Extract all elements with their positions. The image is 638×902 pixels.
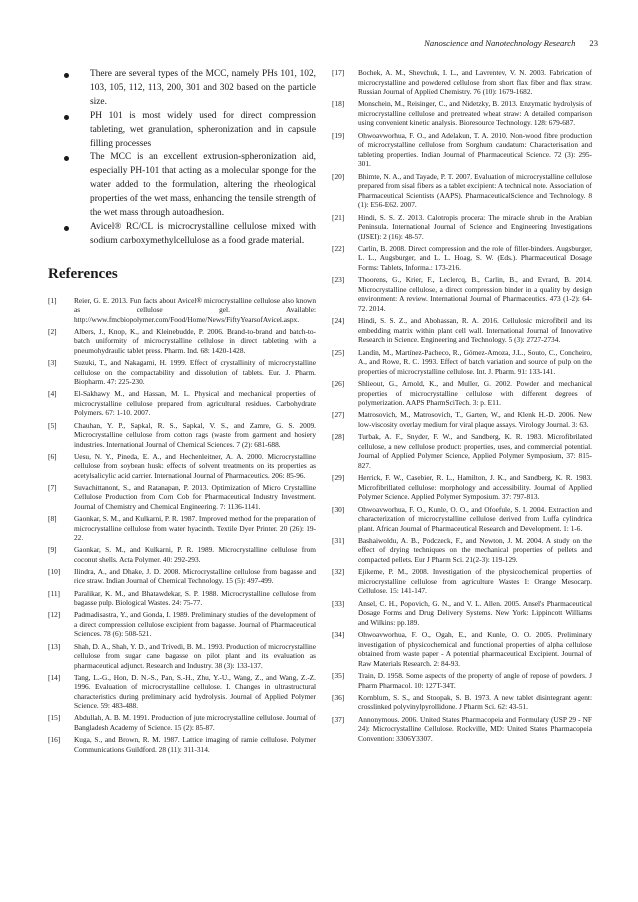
reference-item [332, 275, 592, 313]
reference-number: [6] [48, 451, 57, 461]
reference-item [48, 673, 316, 711]
references-list-left [48, 296, 316, 754]
reference-number: [20] [332, 171, 345, 181]
bullet-item [48, 151, 316, 221]
reference-number: [10] [48, 566, 61, 576]
reference-item [48, 389, 316, 418]
reference-item [332, 410, 592, 429]
reference-number: [26] [332, 379, 345, 389]
reference-text: Shlieout, G., Arnold, K., and Muller, G. 2002. Powder and mechanical properties of microcrystalline cellulose with different degrees of polymerization. AAPS PharmSciTech. 3: p. E11. [358, 379, 592, 408]
reference-number: [36] [332, 692, 345, 702]
reference-text: Landín, M., Martínez-Pacheco, R., Gómez-Amoza, J.L., Souto, C., Concheiro, A., and Rowe, R. C. 1993. Effect of batch variation and source of pulp on the properties of microcrystalline cellulose. Int. J. Pharm. 91: 133-141. [358, 347, 592, 376]
reference-number: [35] [332, 671, 345, 681]
reference-number: [1] [48, 295, 57, 305]
reference-text: Suzuki, T., and Nakagami, H. 1999. Effect of crystallinity of microcrystalline cellulose on the compactability and dissolution of tablets. Eur. J. Pharm. Biopharm. 47: 225-230. [74, 358, 316, 387]
reference-text: Ilindra, A., and Dhake, J. D. 2008. Microcrystalline cellulose from bagasse and rice straw. Indian Journal of Chemical Technology. 15 (5): 497-499. [74, 566, 316, 586]
reference-item [48, 514, 316, 543]
reference-number: [7] [48, 482, 57, 492]
reference-text: Shah, D. A., Shah, Y. D., and Trivedi, B. M.. 1993. Production of microcrystalline cellulose from sugar cane bagasse on pilot plant and its evaluation as pharmaceutical adjunct. Research and Industry. 38 (3): 133-137. [74, 641, 316, 670]
references-list-right [332, 68, 592, 743]
reference-text: Matrosovich, M., Matrosovich, T., Garten, W., and Klenk H.-D. 2006. New low-viscosity overlay medium for viral plaque assays. Virology Journal. 3: 63. [358, 410, 592, 429]
reference-text: Bashaiwoldu, A. B., Podczeck, F., and Newton, J. M. 2004. A study on the effect of drying techniques on the mechanical properties of pellets and compacted pellets. Eur J Pharm Sci. 21(2-3): 119-129. [358, 535, 592, 564]
references-heading: References [48, 265, 118, 282]
reference-item [48, 452, 316, 481]
bullet-item [48, 221, 316, 249]
reference-item [332, 68, 592, 97]
reference-item [332, 473, 592, 502]
reference-text: Gaonkar, S. M., and Kulkarni, P. R. 1987. Improved method for the preparation of microcrystalline cellulose from water hyacinth. Textile Dyer Printer. 20 (26): 19-22. [74, 514, 316, 543]
bullet-text: Avicel® RC/CL is microcrystalline cellulose mixed with sodium carboxymethylcellulose as a food grade material. [90, 221, 316, 246]
reference-text: Kornblum, S. S., and Stoopak, S. B. 1973. A new tablet disintegrant agent: crosslinked polyvinylpyrollidone. J Pharm Sci. 62: 43-51. [358, 692, 592, 712]
bullet-text: There are several types of the MCC, namely PHs 101, 102, 103, 105, 112, 113, 200, 301 and 302 based on the particle size. [90, 69, 316, 107]
reference-number: [3] [48, 358, 57, 368]
reference-number: [18] [332, 99, 345, 109]
reference-number: [31] [332, 535, 345, 545]
reference-text: Monschein, M., Reisinger, C., and Nidetzky, B. 2013. Enzymatic hydrolysis of microcrystalline cellulose and pretreated wheat straw: A detailed comparison using convenient kinetic analysis. Bioresource Technology. 128: 679-687. [358, 99, 592, 128]
reference-number: [32] [332, 567, 345, 577]
bullet-item [48, 110, 316, 152]
reference-number: [27] [332, 410, 345, 420]
reference-item [332, 213, 592, 242]
bullet-dot-icon [64, 226, 69, 231]
reference-text: Ansel, C. H., Popovich, G. N., and V. L. Allen. 2005. Ansel's Pharmaceutical Dosage Forms and Drug Delivery Systems. New York: Lippincott Williams and Wilkins: pp.189. [358, 598, 592, 627]
reference-item [48, 713, 316, 732]
reference-text: Train, D. 1958. Some aspects of the property of angle of repose of powders. J Pharm Pharmacol. 10: 127T-34T. [358, 671, 592, 690]
reference-text: Hindi, S. S. Z., and Abohassan, R. A. 2016. Cellulosic microfibril and its embedding matrix within plant cell wall. International Journal of Innovative Research in Science. Engineering and Technology. 5 (3): 2727-2734. [358, 316, 592, 345]
reference-item [332, 131, 592, 169]
reference-item [332, 505, 592, 534]
reference-text: Gaonkar, S. M., and Kulkarni, P. R. 1989. Microcrystalline cellulose from coconut shells. Acta Polymer. 40: 292-293. [74, 545, 316, 564]
reference-text: Herrick, F. W., Casebier, R. L., Hamilton, J. K., and Sandberg, K. R. 1983. Microfibrillated cellulose: morphology and accessibility. Journal of Applied Polymer Science. Applied Polymer Symposium. 37: 797-813. [358, 473, 592, 502]
bullet-text: The MCC is an excellent extrusion-spheronization aid, especially PH-101 that acting as a molecular sponge for the water added to the formulation, altering the rheological properties of the wet mass, enhancing the tensile strength of the wet mass through autoadhesion. [90, 152, 316, 219]
reference-number: [14] [48, 672, 61, 682]
reference-number: [22] [332, 243, 345, 253]
reference-number: [30] [332, 504, 345, 514]
reference-text: Ejikeme, P. M., 2008. Investigation of the physicochemical properties of microcrystalline cellulose from agriculture Wastes I: Orange Mesocarp. Cellulose. 15: 141-147. [358, 567, 592, 596]
reference-item [332, 432, 592, 470]
reference-number: [17] [332, 68, 345, 77]
reference-number: [28] [332, 432, 345, 442]
reference-number: [9] [48, 545, 57, 555]
running-header [424, 38, 598, 48]
reference-text: Paralikar, K. M., and Bhatawdekar, S. P. 1988. Microcrystalline cellulose from bagasse pulp. Biological Wastes. 24: 75-77. [74, 588, 316, 608]
reference-item [332, 379, 592, 408]
reference-number: [13] [48, 641, 61, 651]
journal-title: Nanoscience and Nanotechnology Research [424, 38, 576, 48]
reference-text: Chauhan, Y. P., Sapkal, R. S., Sapkal, V. S., and Zamre, G. S. 2009. Microcrystalline cellulose from cotton rags (waste from garment and hosiery industries. International Journal of Chemical Sciences. 7 (2): 681-688. [74, 420, 316, 449]
right-column [332, 68, 592, 746]
reference-number: [19] [332, 130, 345, 140]
reference-number: [34] [332, 630, 345, 640]
reference-item [48, 545, 316, 564]
reference-item [332, 567, 592, 596]
reference-item [332, 244, 592, 273]
reference-item [332, 99, 592, 128]
reference-text: Thoorens, G., Krier, F., Leclercq, B., Carlin, B., and Evrard, B. 2014. Microcrystalline cellulose, a direct compression binder in a quality by design environment: A review. International Journal of Pharmaceutics. 473 (1-2): 64-72. 2014. [358, 275, 592, 313]
reference-text: Ohwoavworhua, F. O., Ogah, E., and Kunle, O. O. 2005. Preliminary investigation of physicochemical and functional properties of alpha cellulose obtained from waste paper - A potential pharmaceutical Excipient. Journal of Raw Materials Research. 2: 84-93. [358, 630, 592, 668]
reference-number: [16] [48, 735, 61, 745]
reference-text: Kuga, S., and Brown, R. M. 1987. Lattice imaging of ramie cellulose. Polymer Communications Guildford. 28 (11): 311-314. [74, 735, 316, 754]
reference-item [332, 172, 592, 210]
bullet-dot-icon [64, 156, 69, 161]
reference-item [48, 589, 316, 608]
reference-number: [24] [332, 316, 345, 326]
reference-text: Uesu, N. Y., Pineda, E. A., and Hechenleitner, A. A. 2000. Microcrystalline cellulose from soybean husk: effects of solvent treatments on its properties as acetylsalicylic acid carrier. International Journal of Pharmaceutics. 206: 85-96. [74, 451, 316, 480]
reference-item [48, 483, 316, 512]
reference-item [48, 421, 316, 450]
reference-text: Padmadisastra, Y., and Gonda, I. 1989. Preliminary studies of the development of a direct compression cellulose excipient from bagasse. Journal of Pharmaceutical Sciences. 78 (6): 508-521. [74, 610, 316, 639]
bullet-dot-icon [64, 73, 69, 78]
reference-number: [21] [332, 212, 345, 222]
reference-item [332, 671, 592, 690]
reference-item [332, 630, 592, 668]
page-number: 23 [589, 38, 598, 48]
reference-text: El-Sakhawy M., and Hassan, M. L. Physical and mechanical properties of microcrystalline cellulose prepared from agricultural residues. Carbohydrate Polymers. 67: 1-10. 2007. [74, 389, 316, 418]
reference-text: Reier, G. E. 2013. Fun facts about Avicel® microcrystalline cellulose also known as cellulose gel. Available: http://www.fmcbiopolymer.com/Food/Home/News/FiftyYearsofAvicel.aspx. [74, 295, 316, 324]
reference-text: Bhimte, N. A., and Tayade, P. T. 2007. Evaluation of microcrystalline cellulose prepared from sisal fibers as a tablet excipient: A technical note. Association of Pharmaceutical Scientists (AAPS). PharmaceuticalScience and Technology. 8 (1): E56-E62. 2007. [358, 171, 592, 210]
reference-number: [29] [332, 473, 345, 483]
reference-text: Hindi, S. S. Z. 2013. Calotropis procera: The miracle shrub in the Arabian Peninsula. International Journal of Science and Engineering Investigations (IJSEI): 2 (16): 48-57. [358, 212, 592, 241]
reference-item [48, 610, 316, 639]
reference-item [48, 735, 316, 754]
bullet-text: PH 101 is most widely used for direct compression tableting, wet granulation, spheronization and in capsule filling processes [90, 110, 316, 149]
reference-item [332, 599, 592, 628]
reference-item [48, 358, 316, 387]
reference-item [48, 567, 316, 586]
summary-bullet-list [48, 68, 316, 249]
reference-item [332, 715, 592, 744]
reference-item [332, 536, 592, 565]
reference-text: Tang, L.-G., Hon, D. N.-S., Pan, S.-H., Zhu, Y.-U., Wang, Z., and Wang, Z.-Z. 1996. Evaluation of microcrystalline cellulose. I. Changes in ultrastructural characteristics during preliminary acid hydrolysis. Journal of Applied Polymer Science. 59: 483-488. [74, 672, 316, 711]
reference-number: [5] [48, 420, 57, 430]
reference-text: Turbak, A. F., Snyder, F. W., and Sandberg, K. R. 1983. Microfibrilated cellulose, a new cellulose product: properties, uses, and commercial potential. Journal of Applied Polymer Science, Applied Polymer Symposium, 37: 815-827. [358, 432, 592, 470]
reference-text: Carlin, B. 2008. Direct compression and the role of filler-binders. Augsburger, L. L., Augsburger, and L. L. Hoag, S. W. (Eds.). Pharmaceutical Dosage Forms: Tablets, Informa.: 173-216. [358, 243, 592, 272]
reference-number: [8] [48, 514, 57, 524]
reference-number: [15] [48, 713, 61, 723]
reference-item [48, 642, 316, 671]
left-column [48, 68, 316, 757]
reference-number: [12] [48, 610, 61, 620]
reference-number: [2] [48, 326, 57, 336]
reference-text: Ohwoavworhua, F. O., and Adelakun, T. A. 2010. Non-wood fibre production of microcrystalline cellulose from Sorghum caudatum: Characterisation and tableting properties. Indian Journal of Pharmaceutical Science. 72 (3): 295-301. [358, 130, 592, 169]
reference-item [48, 327, 316, 356]
reference-item [332, 316, 592, 345]
reference-text: Albers, J., Knop, K., and Kleinebudde, P. 2006. Brand-to-brand and batch-to-batch uniformity of microcrystalline cellulose in direct tableting with a pneumohydraulic tablet press. Pharm. Ind. 68: 1420-1428. [74, 326, 316, 355]
reference-text: Suvachittanont, S., and Ratanapan, P. 2013. Optimization of Micro Crystalline Cellulose Production from Corn Cob for Pharmaceutical Industry Investment. Journal of Chemistry and Chemical Engineering. 7: 1136-1141. [74, 482, 316, 511]
reference-text: Abdullah, A. B. M. 1991. Production of jute microcrystalline cellulose. Journal of Bangladesh Academy of Science. 15 (2): 85-87. [74, 713, 316, 732]
reference-number: [33] [332, 598, 345, 608]
bullet-dot-icon [64, 115, 69, 120]
reference-number: [23] [332, 275, 345, 285]
bullet-item [48, 68, 316, 110]
reference-item [332, 693, 592, 712]
reference-text: Ohwoavworhua, F. O., Kunle, O. O., and Ofoefule, S. I. 2004. Extraction and characterization of microcrystalline cellulose derived from Luffa cylindrica plant. African Journal of Pharmaceutical Research and Development. 1: 1-6. [358, 504, 592, 533]
reference-text: Annonymous. 2006. United States Pharmacopeia and Formulary (USP 29 - NF 24): Microcrystalline Cellulose. Rockville, MD: United States Pharmacopeia Convention: 3306Y3307. [358, 714, 592, 743]
reference-item [48, 296, 316, 325]
reference-number: [4] [48, 389, 57, 399]
reference-item [332, 348, 592, 377]
reference-text: Bochek, A. M., Shevchuk, I. L., and Lavrentev, V. N. 2003. Fabrication of microcrystalline and powdered cellulose from short flax fiber and flax straw. Russian Journal of Applied Chemistry. 76 (10): 1679-1682. [358, 68, 592, 96]
reference-number: [37] [332, 714, 345, 724]
reference-number: [11] [48, 588, 60, 598]
reference-number: [25] [332, 347, 345, 357]
